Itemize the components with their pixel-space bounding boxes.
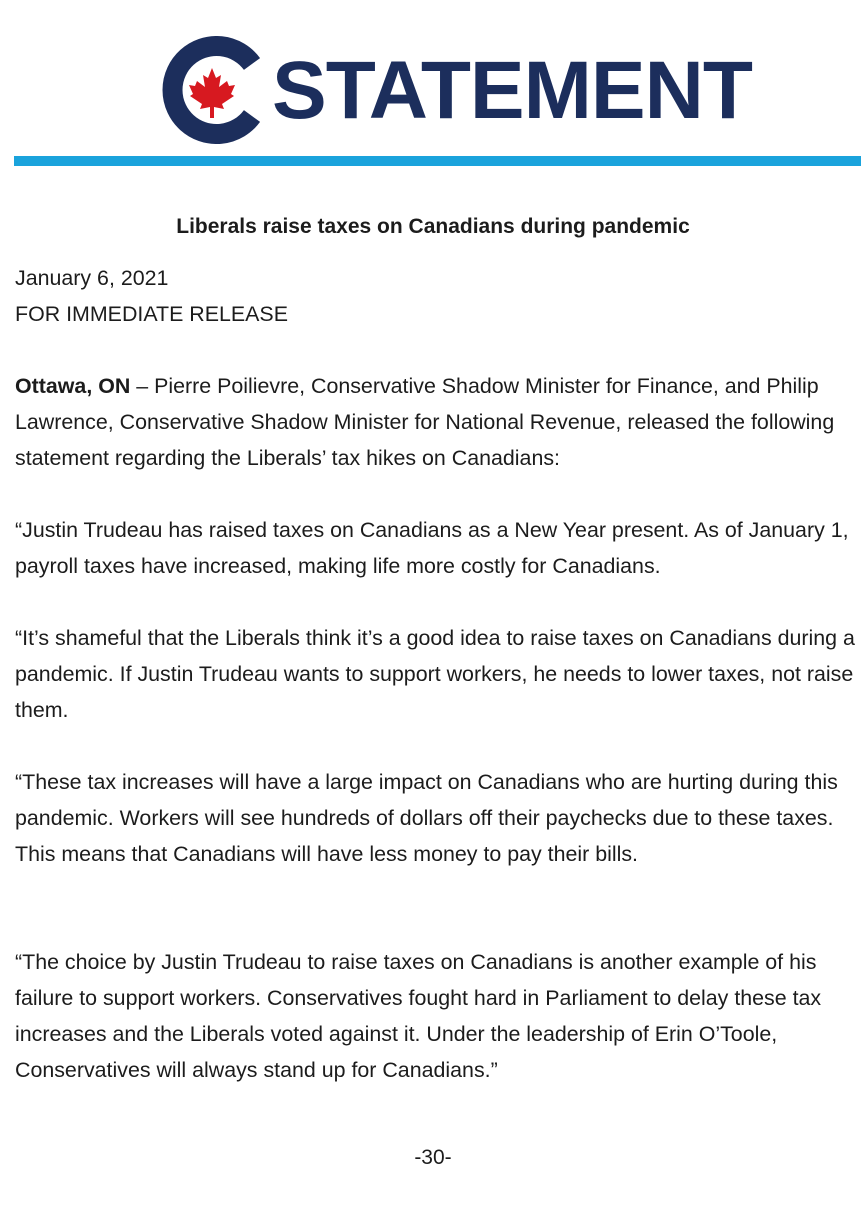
intro-paragraph [15, 368, 863, 476]
release-title: Liberals raise taxes on Canadians during pandemic [176, 215, 690, 238]
dateline [15, 260, 863, 332]
statement-wordmark: STATEMENT [272, 45, 752, 136]
location: Ottawa, ON [15, 374, 131, 398]
release-type: FOR IMMEDIATE RELEASE [15, 302, 288, 326]
statement-paragraph: “It’s shameful that the Liberals think it’s a good idea to raise taxes on Canadians during a pandemic. If Justin Trudeau wants to support workers, he needs to lower taxes, not raise them. [15, 626, 855, 722]
statement-paragraph: “These tax increases will have a large impact on Canadians who are hurting during this pandemic. Workers will see hundreds of dollars off their paychecks due to these taxes. This means that Canadians will have less money to pay their bills. [15, 770, 838, 866]
statement-paragraph: “Justin Trudeau has raised taxes on Canadians as a New Year present. As of January 1, payroll taxes have increased, making life more costly for Canadians. [15, 518, 849, 578]
header-divider [14, 156, 861, 166]
statement-paragraph: “The choice by Justin Trudeau to raise taxes on Canadians is another example of his failure to support workers. Conservatives fought hard in Parliament to delay these tax increases and the Liberals voted against it. Under the leadership of Erin O’Toole, Conservatives will always stand up for Canadians.” [15, 950, 822, 1082]
intro-text: – Pierre Poilievre, Conservative Shadow Minister for Finance, and Philip Lawrence, Conservative Shadow Minister for National Revenue, released the following statement regarding the Liberals’ tax hikes on Canadians: [15, 374, 835, 470]
end-mark: -30- [414, 1146, 452, 1169]
release-date: January 6, 2021 [15, 266, 169, 290]
maple-leaf-c-logo-icon [160, 36, 268, 144]
statement-logo [160, 36, 752, 148]
